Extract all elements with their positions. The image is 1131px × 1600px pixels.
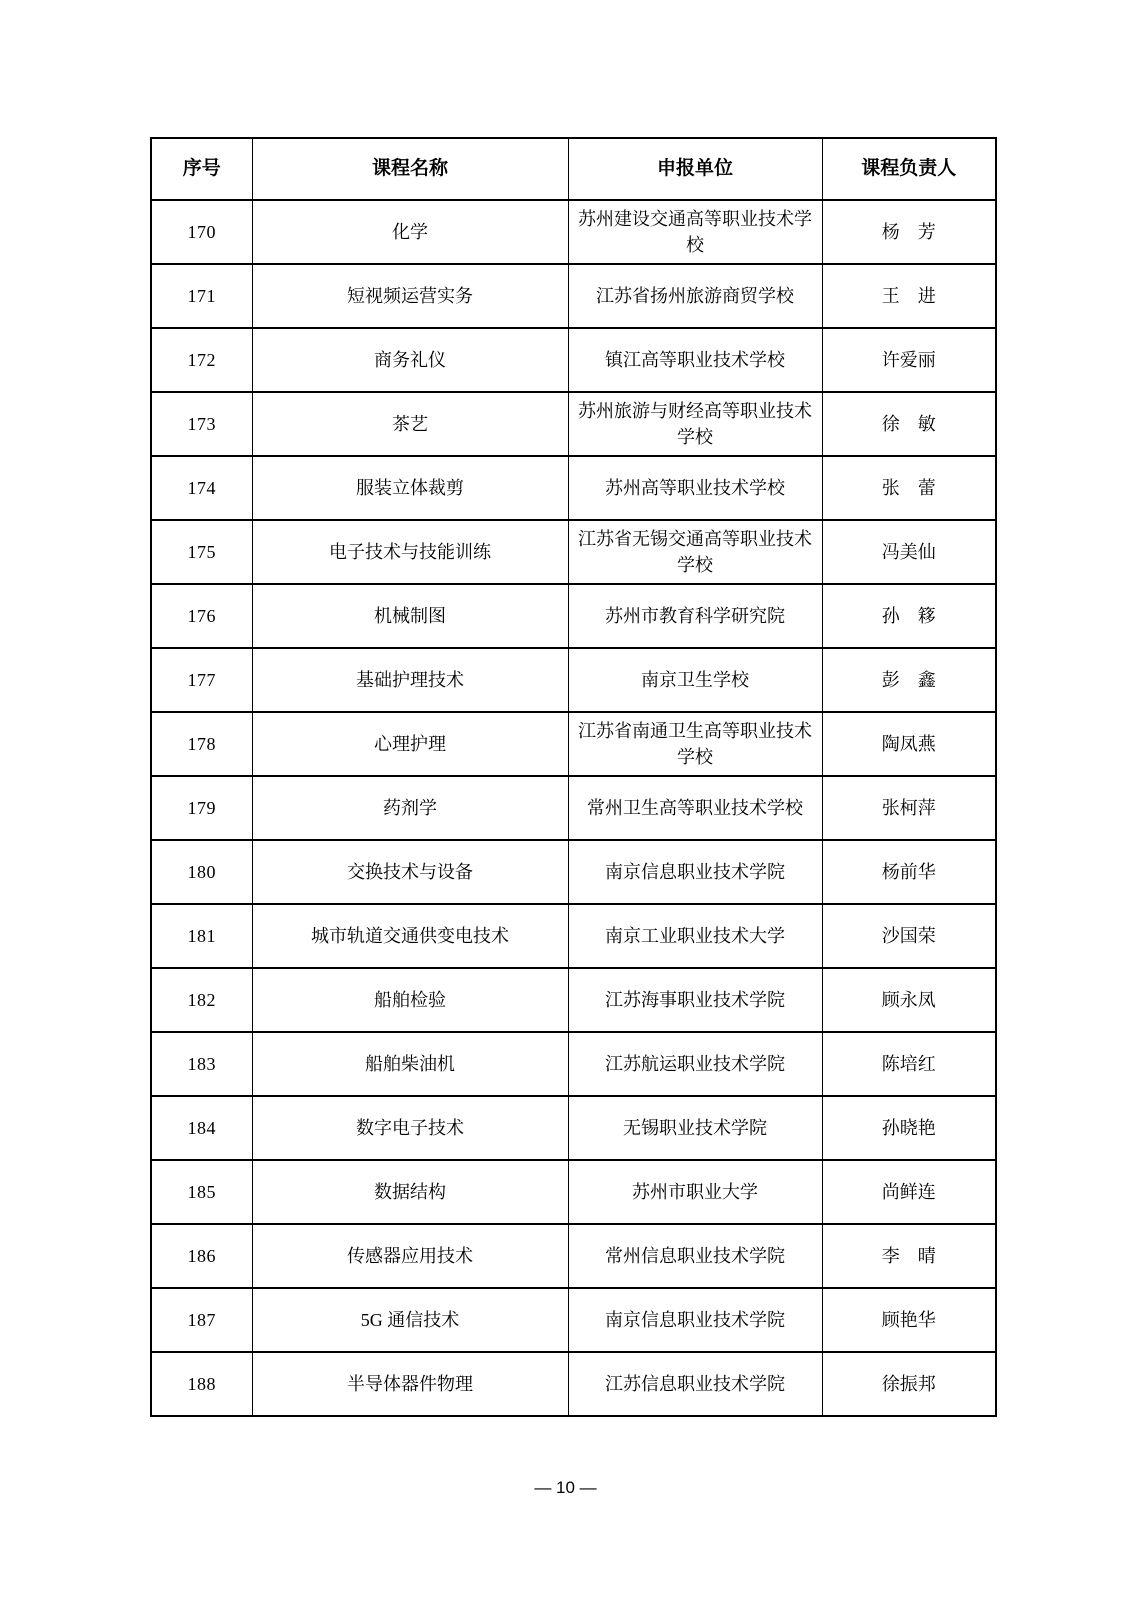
table-row (151, 904, 996, 968)
cell-leader: 张 蕾 (822, 456, 996, 520)
cell-unit: 南京信息职业技术学院 (568, 1288, 822, 1352)
cell-no: 173 (151, 392, 252, 456)
cell-course: 药剂学 (252, 776, 568, 840)
cell-unit: 常州信息职业技术学院 (568, 1224, 822, 1288)
cell-leader: 沙国荣 (822, 904, 996, 968)
cell-unit: 江苏省无锡交通高等职业技术学校 (568, 520, 822, 584)
cell-no: 171 (151, 264, 252, 328)
cell-course: 5G 通信技术 (252, 1288, 568, 1352)
cell-no: 170 (151, 200, 252, 264)
cell-course: 服装立体裁剪 (252, 456, 568, 520)
cell-unit: 江苏省扬州旅游商贸学校 (568, 264, 822, 328)
table-row (151, 520, 996, 584)
table-row (151, 968, 996, 1032)
cell-course: 传感器应用技术 (252, 1224, 568, 1288)
cell-leader: 彭 鑫 (822, 648, 996, 712)
cell-unit: 江苏航运职业技术学院 (568, 1032, 822, 1096)
cell-no: 187 (151, 1288, 252, 1352)
cell-leader: 李 晴 (822, 1224, 996, 1288)
cell-course: 化学 (252, 200, 568, 264)
cell-leader: 王 进 (822, 264, 996, 328)
cell-leader: 杨前华 (822, 840, 996, 904)
table-row (151, 1288, 996, 1352)
cell-course: 城市轨道交通供变电技术 (252, 904, 568, 968)
cell-no: 172 (151, 328, 252, 392)
cell-unit: 苏州建设交通高等职业技术学校 (568, 200, 822, 264)
table-row (151, 1352, 996, 1416)
cell-leader: 徐振邦 (822, 1352, 996, 1416)
table-row (151, 840, 996, 904)
cell-no: 183 (151, 1032, 252, 1096)
cell-course: 基础护理技术 (252, 648, 568, 712)
cell-course: 电子技术与技能训练 (252, 520, 568, 584)
table-row (151, 200, 996, 264)
course-list-table (150, 137, 997, 1417)
cell-no: 178 (151, 712, 252, 776)
cell-unit: 江苏信息职业技术学院 (568, 1352, 822, 1416)
cell-course: 船舶检验 (252, 968, 568, 1032)
cell-unit: 南京信息职业技术学院 (568, 840, 822, 904)
table-header-row (151, 138, 996, 200)
cell-no: 181 (151, 904, 252, 968)
cell-leader: 陈培红 (822, 1032, 996, 1096)
table-row (151, 1160, 996, 1224)
cell-leader: 张柯萍 (822, 776, 996, 840)
table-row (151, 328, 996, 392)
column-header-no: 序号 (151, 138, 252, 200)
cell-leader: 尚鲜连 (822, 1160, 996, 1224)
page-number: — 10 — (534, 1478, 597, 1497)
cell-leader: 顾艳华 (822, 1288, 996, 1352)
table-row (151, 1032, 996, 1096)
column-header-course: 课程名称 (252, 138, 568, 200)
cell-unit: 苏州旅游与财经高等职业技术学校 (568, 392, 822, 456)
cell-no: 182 (151, 968, 252, 1032)
table-row (151, 712, 996, 776)
cell-no: 174 (151, 456, 252, 520)
cell-unit: 苏州高等职业技术学校 (568, 456, 822, 520)
cell-unit: 江苏海事职业技术学院 (568, 968, 822, 1032)
cell-unit: 江苏省南通卫生高等职业技术学校 (568, 712, 822, 776)
cell-no: 176 (151, 584, 252, 648)
table-row (151, 776, 996, 840)
cell-leader: 许爱丽 (822, 328, 996, 392)
cell-unit: 常州卫生高等职业技术学校 (568, 776, 822, 840)
cell-course: 半导体器件物理 (252, 1352, 568, 1416)
table-row (151, 264, 996, 328)
cell-unit: 苏州市职业大学 (568, 1160, 822, 1224)
cell-no: 180 (151, 840, 252, 904)
cell-course: 心理护理 (252, 712, 568, 776)
cell-leader: 杨 芳 (822, 200, 996, 264)
cell-course: 短视频运营实务 (252, 264, 568, 328)
table-row (151, 1224, 996, 1288)
cell-course: 交换技术与设备 (252, 840, 568, 904)
cell-course: 数据结构 (252, 1160, 568, 1224)
cell-leader: 陶凤燕 (822, 712, 996, 776)
column-header-unit: 申报单位 (568, 138, 822, 200)
cell-no: 185 (151, 1160, 252, 1224)
table-row (151, 584, 996, 648)
cell-course: 商务礼仪 (252, 328, 568, 392)
cell-leader: 孙晓艳 (822, 1096, 996, 1160)
cell-unit: 苏州市教育科学研究院 (568, 584, 822, 648)
cell-leader: 顾永凤 (822, 968, 996, 1032)
cell-leader: 冯美仙 (822, 520, 996, 584)
cell-unit: 镇江高等职业技术学校 (568, 328, 822, 392)
table-row (151, 456, 996, 520)
cell-course: 船舶柴油机 (252, 1032, 568, 1096)
cell-no: 175 (151, 520, 252, 584)
table-row (151, 392, 996, 456)
cell-no: 184 (151, 1096, 252, 1160)
column-header-leader: 课程负责人 (822, 138, 996, 200)
table-row (151, 1096, 996, 1160)
cell-no: 186 (151, 1224, 252, 1288)
cell-no: 179 (151, 776, 252, 840)
cell-leader: 孙 簃 (822, 584, 996, 648)
cell-unit: 南京工业职业技术大学 (568, 904, 822, 968)
table-row (151, 648, 996, 712)
cell-unit: 无锡职业技术学院 (568, 1096, 822, 1160)
cell-no: 188 (151, 1352, 252, 1416)
cell-course: 茶艺 (252, 392, 568, 456)
cell-no: 177 (151, 648, 252, 712)
cell-course: 数字电子技术 (252, 1096, 568, 1160)
cell-leader: 徐 敏 (822, 392, 996, 456)
cell-course: 机械制图 (252, 584, 568, 648)
cell-unit: 南京卫生学校 (568, 648, 822, 712)
